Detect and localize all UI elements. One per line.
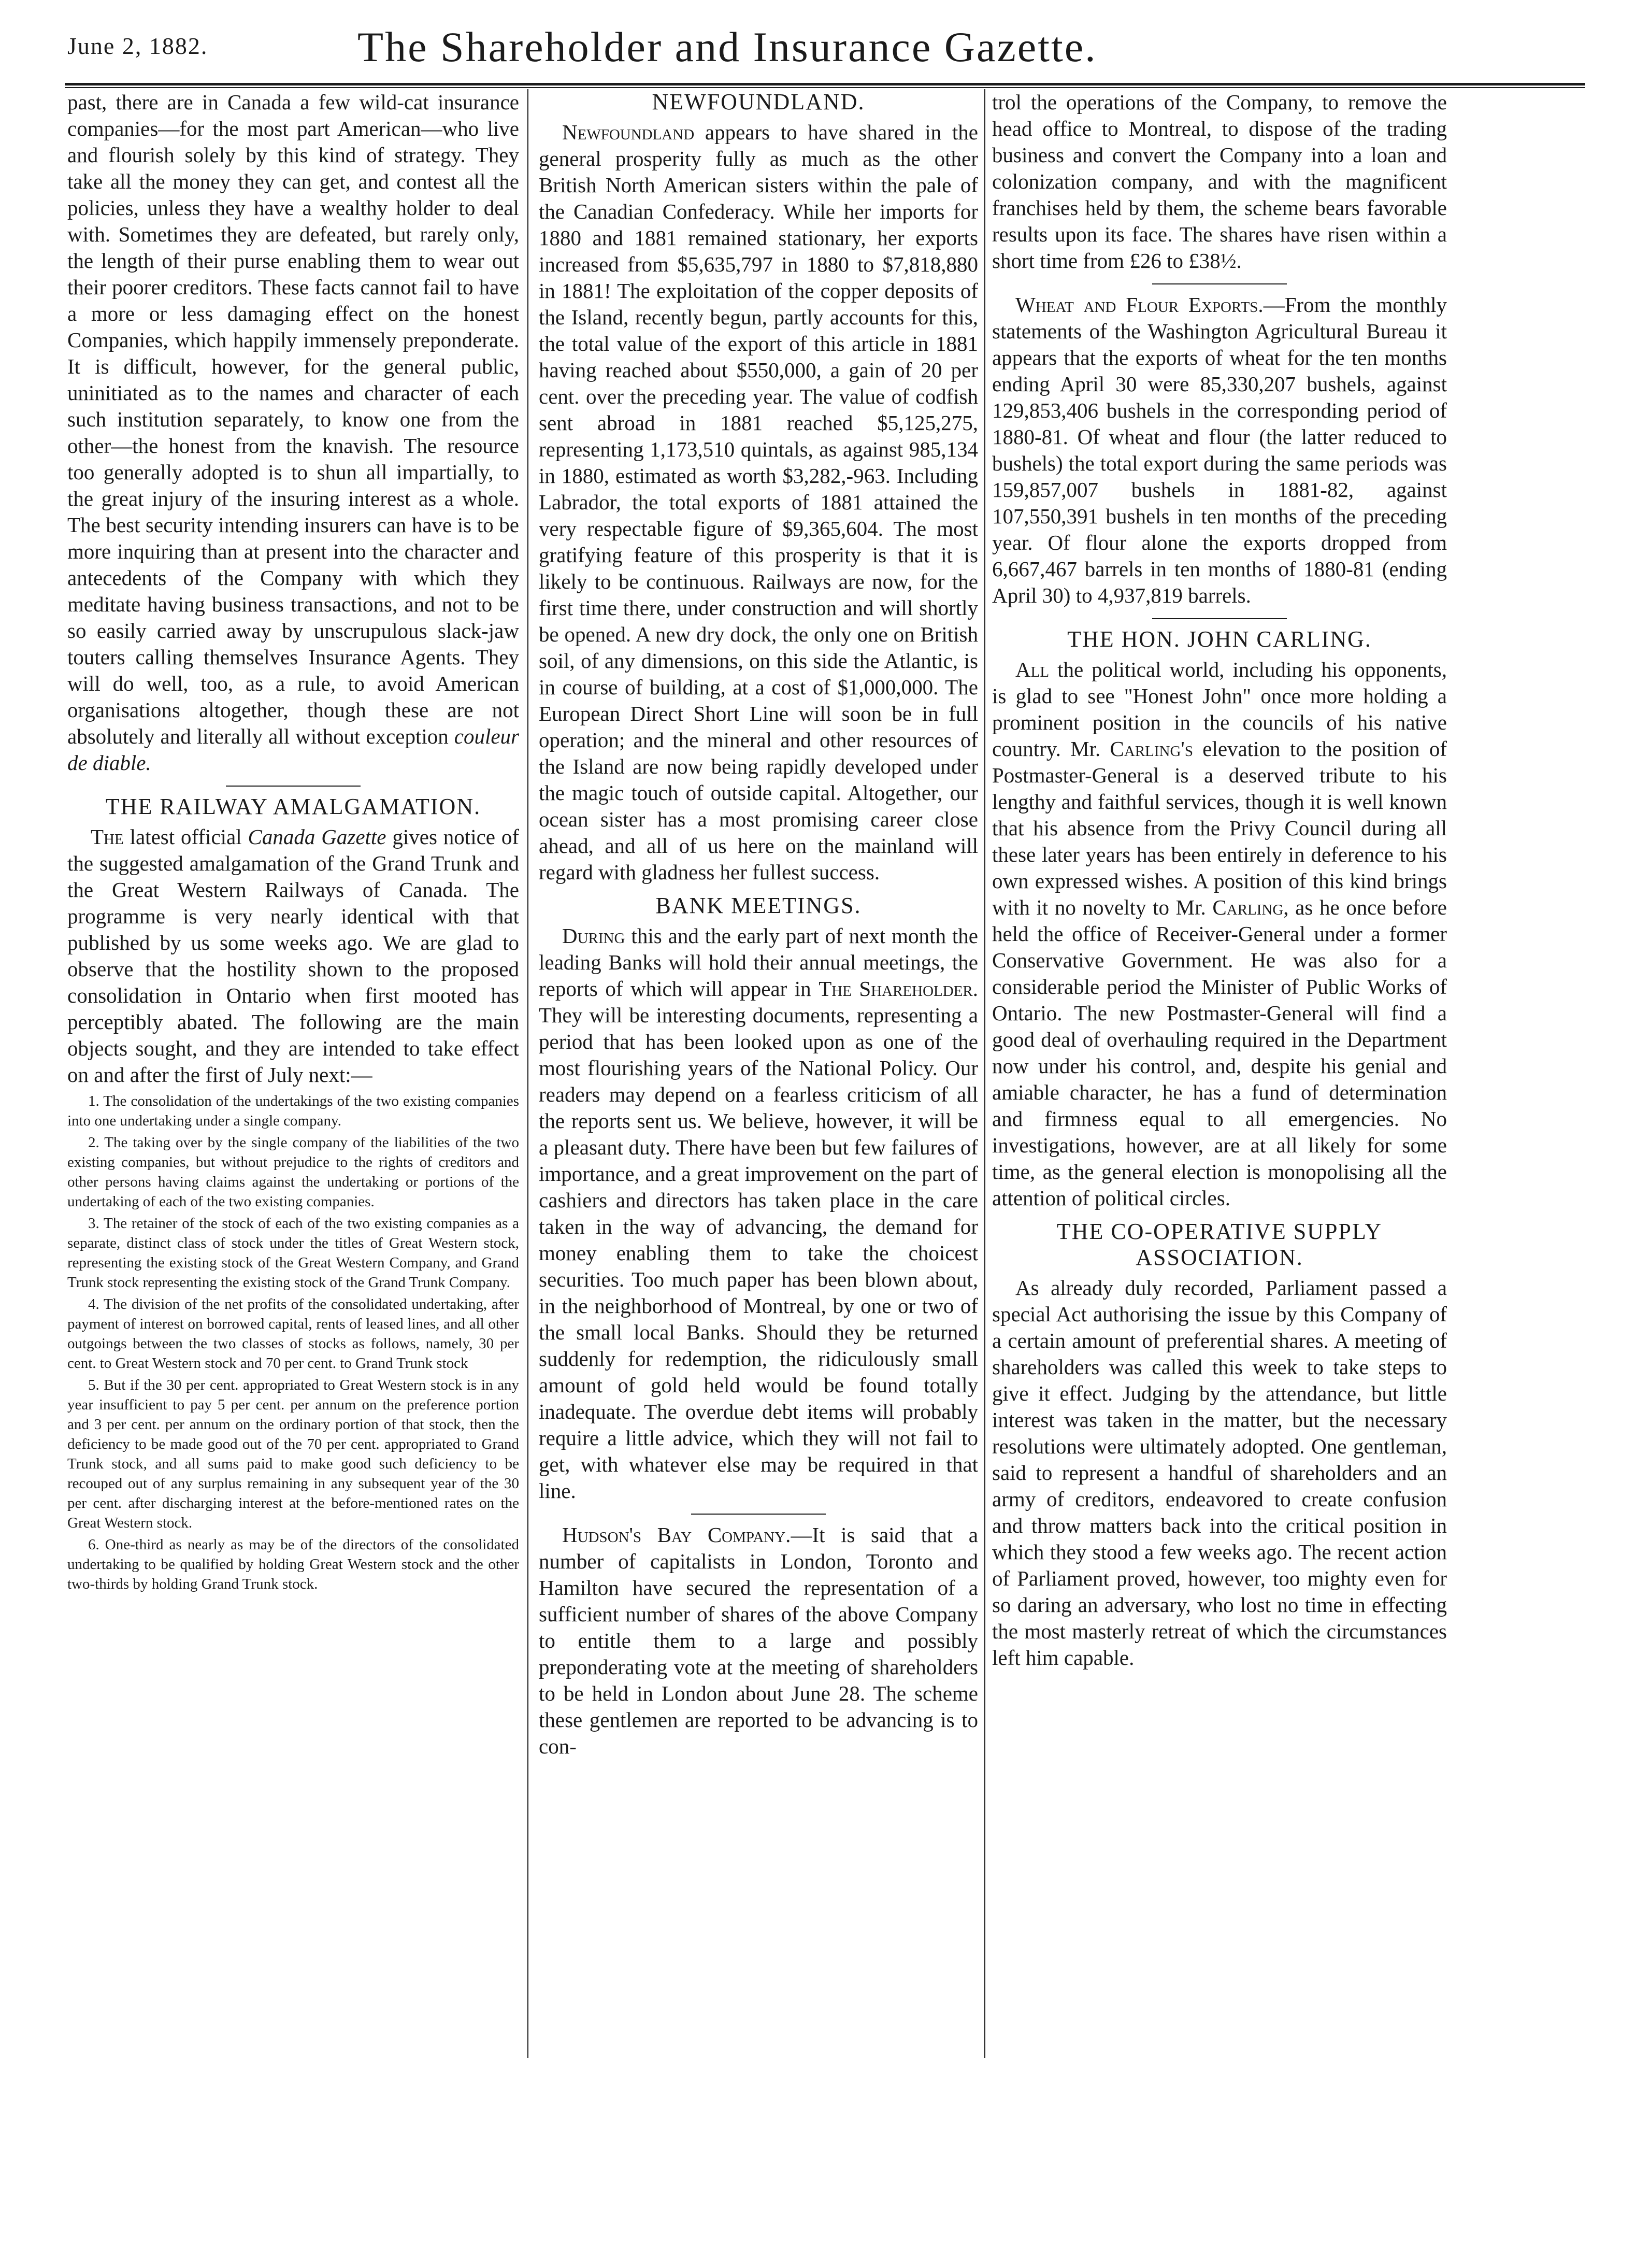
insurance-article-italic: couleur de diable. — [67, 724, 519, 775]
bank-meetings-article — [539, 923, 978, 1504]
bank-text-a: this and the early part of next month the leading Banks will hold their annual meetings, the reports of which will appear in — [539, 924, 978, 1001]
insurance-article-text: past, there are in Canada a few wild-cat insurance companies—for the most part American—who live and flourish solely by this kind of strategy. They take all the money they can get, and contest all the policies, unless they have a wealthy holder to deal with. Sometimes they are defeated, but rarely only, the length of their purse enabling them to wear out their poorer creditors. These facts cannot fail to have a more or less damaging effect on the honest Companies, which happily immensely preponderate. It is difficult, however, for the general public, uninitiated as to the names and character of each such institution separately, to know one from the other—the honest from the knavish. The resource too generally adopted is to shun all impartially, to the great injury of the insuring interest as a whole. The best security intending insurers can have is to be more inquiring than at present into the character and antecedents of the Company with which they meditate having business transactions, and not to be so easily carried away by unscrupulous slack-jaw touters calling themselves Insurance Agents. They will do well, too, as a rule, to avoid American organisations altogether, though these are not absolutely and literally all without exception — [67, 90, 519, 748]
cooperative-heading: THE CO-OPERATIVE SUPPLY ASSOCIATION. — [1056, 1219, 1383, 1270]
carling-name: Carling's — [1110, 737, 1193, 761]
bank-text-b: They will be interesting documents, representing a period that has been looked upon as one of the most flourishing years of the National Policy. Our readers may depend on a fearless criticism of all the reports sent us. We believe, however, it will be a pleasant duty. There have been but few failures of importance, and a great improvement on the part of cashiers and directors has taken place in the care taken in the way of advancing, the demand for money enabling them to take the choicest securities. Too much paper has been blown about, in the neighborhood of Montreal, by one or two of the small local Banks. Should they be returned suddenly for redemption, the ridiculously small amount of gold held would be found totally inadequate. The overdue debt items will probably require a little advice, which they will not fail to get, with whatever else may be required in that line. — [539, 1003, 978, 1503]
hudsons-bay-heading: Hudson's Bay Company. — [562, 1523, 791, 1547]
railway-lead-word: The — [91, 825, 124, 849]
carling-text-a: the political world, including his opponents, is glad to see "Honest John" once more holding a prominent position in the councils of his native country. Mr. — [992, 658, 1447, 761]
list-item: 5. But if the 30 per cent. appropriated to Great Western stock is in any year insufficient to pay 5 per cent. per annum on the preference portion and 3 per cent. per annum on the ordinary portion of that stock, then the deficiency to be made good out of the 70 per cent. appropriated to Grand Trunk stock, and all sums paid to make good such deficiency to be recouped out of any surplus remaining in any subsequent year of the 30 per cent. after discharging interest at the before-mentioned rates on the Great Western stock. — [67, 1377, 519, 1531]
carling-text-b: elevation to the position of Postmaster-General is a deserved tribute to his lengthy and faithful services, though it is well known that his absence from the Privy Council during all these later years has been entirely in deference to his own expressed wishes. A position of this kind brings with it no novelty to Mr. — [992, 737, 1447, 919]
canada-gazette-italic: Canada Gazette — [248, 825, 386, 849]
wheat-article — [992, 292, 1447, 609]
railway-objects-list — [67, 1091, 519, 1594]
column-rule-1 — [527, 89, 528, 2058]
carling-name-2: Carling, — [1212, 895, 1289, 919]
railway-intro-text-b: gives notice of the suggested amalgamation of the Grand Trunk and the Great Western Railways of Canada. The programme is very nearly identical with that published by us some weeks ago. We are glad to observe that the hostility shown to the proposed consolidation in Ontario when first mooted has perceptibly abated. The following are the main objects sought, and they are intended to take effect on and after the first of July next:— — [67, 825, 519, 1087]
carling-article — [992, 657, 1447, 1211]
column-2 — [539, 89, 978, 2245]
cooperative-article: As already duly recorded, Parliament passed a special Act authorising the issue by this Company of a certain amount of preferential shares. A meeting of shareholders was called this week to take steps to give it effect. Judging by the attendance, but little interest was taken in the matter, but the necessary resolutions were ultimately adopted. One gentleman, said to represent a handful of shareholders and an army of creditors, endeavored to create confusion and throw matters back into the critical position in which they stood a few weeks ago. The recent action of Parliament proved, however, too mighty even for so daring an adversary, who lost no time in effecting the most masterly retreat of which the circumstances left him capable. — [992, 1276, 1447, 1670]
newspaper-title: The Shareholder and Insurance Gazette. — [357, 23, 1097, 70]
railway-intro — [67, 824, 519, 1088]
issue-date: June 2, 1882. — [67, 33, 208, 59]
bank-meetings-heading: BANK MEETINGS. — [655, 893, 862, 918]
column-3 — [992, 89, 1447, 2245]
masthead-rule-thin — [65, 87, 1585, 88]
bank-lead-word: During — [562, 924, 625, 948]
railway-heading: THE RAILWAY AMALGAMATION. — [105, 794, 481, 819]
hudsons-bay-continued: trol the operations of the Company, to remove the head office to Montreal, to dispose of the trading business and convert the Company into a loan and colonization company, and with the magnificent franchises held by them, the scheme bears favorable results upon its face. The shares have risen within a short time from £26 to £38½. — [992, 90, 1447, 273]
section-divider — [1152, 618, 1287, 619]
hudsons-bay-article — [539, 1522, 978, 1760]
list-item: 4. The division of the net profits of the consolidated undertaking, after payment of interest on borrowed capital, rents of leased lines, and all other outgoings between the two classes of stocks as follows, namely, 30 per cent. to Great Western stock and 70 per cent. to Grand Trunk stock — [67, 1296, 519, 1372]
list-item: 3. The retainer of the stock of each of the two existing companies as a separate, distinct class of stock under the titles of Great Western stock, representing the existing stock of the Great Western Company, and Grand Trunk stock representing the existing stock of the Grand Trunk Company. — [67, 1215, 519, 1291]
masthead-rule — [65, 83, 1585, 85]
newfoundland-text: appears to have shared in the general prosperity fully as much as the other British North American sisters within the pale of the Canadian Confederacy. While her imports for 1880 and 1881 remained stationary, her exports increased from $5,635,797 in 1880 to $7,818,880 in 1881! The exploitation of the copper deposits of the Island, recently begun, partly accounts for this, the total value of the export of this article in 1881 having reached about $550,000, a gain of 20 per cent. over the preceding year. The value of codfish sent abroad in 1881 reached $5,125,275, representing 1,173,510 quintals, as against 985,134 in 1880, estimated as worth $3,282,-963. Including Labrador, the total exports of 1881 attained the very respectable figure of $9,365,604. The most gratifying feature of this prosperity is that it is likely to be continuous. Railways are now, for the first time there, under construction and will shortly be opened. A new dry dock, the only one on British soil, of any dimensions, on this side the Atlantic, is in course of building, at a cost of $1,000,000. The European Direct Short Line will soon be in full operation; and the mineral and other resources of the Island are now being rapidly developed under the magic touch of outside capital. Altogether, our ocean sister has a most promising career close ahead, and all of us here on the mainland will regard with gladness her fullest success. — [539, 120, 978, 884]
column-1 — [67, 89, 519, 2245]
list-item: 6. One-third as nearly as may be of the directors of the consolidated undertaking to be qualified by holding Great Western stock and the other two-thirds by holding Grand Trunk stock. — [67, 1536, 519, 1592]
carling-lead-word: All — [1015, 658, 1050, 681]
masthead — [67, 21, 1585, 70]
hudsons-bay-text: —It is said that a number of capitalists in London, Toronto and Hamilton have secured the representation of a sufficient number of shares of the above Company to entitle them to a large and possibly preponderating vote at the meeting of shareholders to be held in London about June 28. The scheme these gentlemen are reported to be advancing is to con- — [539, 1523, 978, 1758]
list-item: 1. The consolidation of the undertakings of the two existing companies into one undertaking under a single company. — [67, 1093, 519, 1129]
wheat-text: —From the monthly statements of the Washington Agricultural Bureau it appears that the exports of wheat for the ten months ending April 30 were 85,330,207 bushels, against 129,853,406 bushels in the corresponding period of 1880-81. Of wheat and flour (the latter reduced to bushels) the total export during the same periods was 159,857,007 bushels in 1881-82, against 107,550,391 bushels in ten months of the preceding year. Of flour alone the exports dropped from 6,667,467 barrels in ten months of 1880-81 (ending April 30) to 4,937,819 barrels. — [992, 293, 1447, 607]
carling-text-c: as he once before held the office of Receiver-General under a former Conservative Government. He was also for a considerable period the Minister of Public Works of Ontario. The new Postmaster-General will find a good deal of overhauling required in the Department now under his control, and, despite his genial and amiable character, he has a fund of determination and firmness equal to all emergencies. No investigations, however, are at all likely for some time, as the general election is monopolising all the attention of political circles. — [992, 895, 1447, 1210]
newfoundland-lead-word: Newfoundland — [562, 120, 695, 144]
railway-intro-text-a: latest official — [130, 825, 242, 849]
newfoundland-heading: NEWFOUNDLAND. — [652, 89, 865, 115]
section-divider — [1152, 283, 1287, 284]
shareholder-name: The Shareholder. — [819, 977, 978, 1001]
column-rule-2 — [984, 89, 985, 2058]
list-item: 2. The taking over by the single company of the liabilities of the two existing companies, but without prejudice to the rights of creditors and other persons having claims against the undertaking or portions of the undertaking of each of the two existing companies. — [67, 1134, 519, 1210]
newfoundland-article — [539, 119, 978, 886]
carling-heading: THE HON. JOHN CARLING. — [1067, 626, 1372, 652]
section-divider — [691, 1514, 826, 1515]
wheat-heading: Wheat and Flour Exports. — [1015, 293, 1264, 317]
insurance-article-continued — [67, 89, 519, 776]
section-divider — [226, 786, 361, 787]
